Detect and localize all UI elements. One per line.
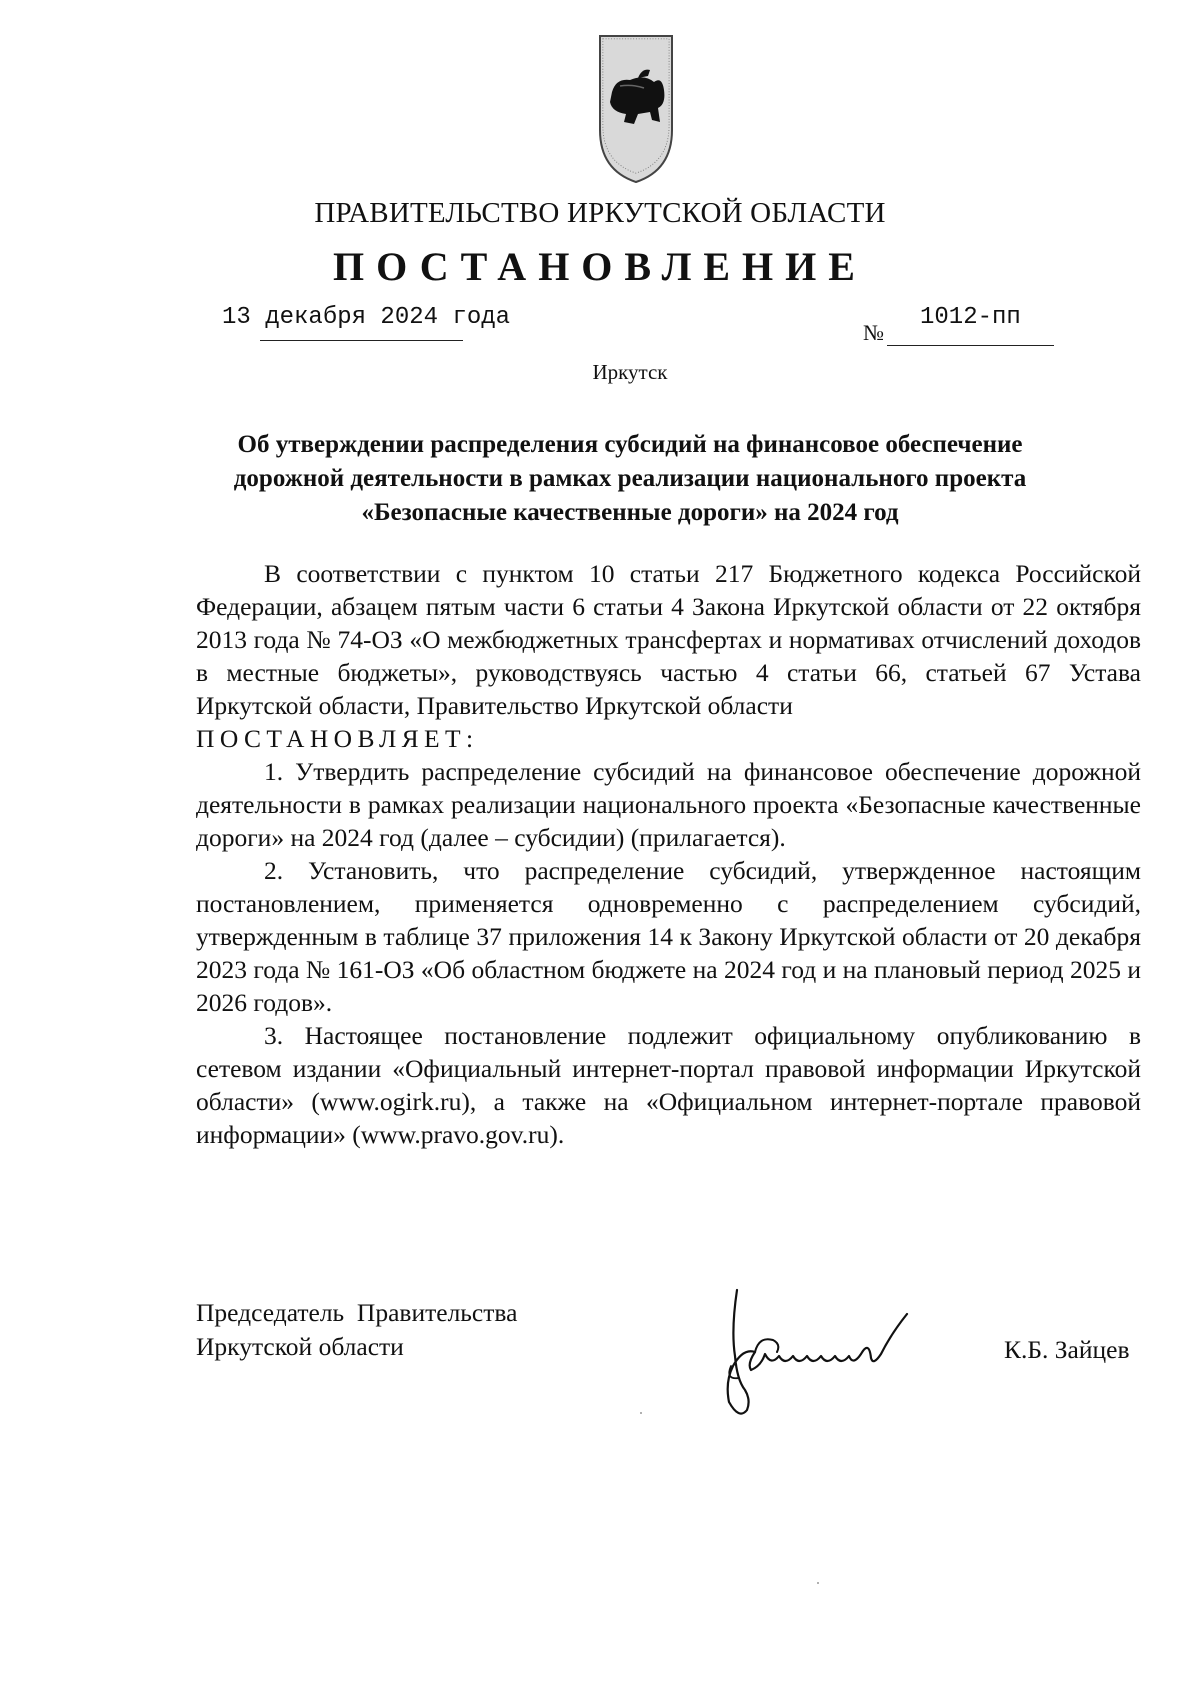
signatory-name: К.Б. Зайцев	[1004, 1335, 1130, 1364]
coat-of-arms-icon	[598, 34, 674, 184]
item-paragraph: 3. Настоящее постановление подлежит официальному опубликованию в сетевом издании «Официальный интернет-портал правовой информации Иркутской области» (www.ogirk.ru), а также на «Официальном интернет-портале правовой информации» (www.pravo.gov.ru).	[196, 1021, 1141, 1149]
position-line: Иркутской области	[196, 1332, 404, 1361]
scan-speck	[640, 1412, 642, 1414]
number-underline	[887, 345, 1054, 346]
preamble-paragraph: В соответствии с пунктом 10 статьи 217 Бюджетного кодекса Российской Федерации, абзацем пятым части 6 статьи 4 Закона Иркутской области от 22 октября 2013 года № 74-ОЗ «О межбюджетных трансфертах и нормативах отчислений доходов в местные бюджеты», руководствуясь частью 4 статьи 66, статьей 67 Устава Иркутской области, Правительство Иркутской области	[196, 559, 1141, 720]
document-title	[180, 428, 1080, 530]
title-line: дорожной деятельности в рамках реализации национального проекта	[233, 465, 1027, 492]
document-body	[196, 557, 1141, 1151]
date-underline	[260, 340, 463, 341]
position-line: Председатель Правительства	[196, 1298, 518, 1327]
item-paragraph: 2. Установить, что распределение субсидий, утвержденное настоящим постановлением, применяется одновременно с распределением субсидий, утвержденным в таблице 37 приложения 14 к Закону Иркутской области от 20 декабря 2023 года № 161-ОЗ «Об областном бюджете на 2024 год и на плановый период 2025 и 2026 годов».	[196, 856, 1141, 1017]
signatory-position	[196, 1296, 517, 1364]
document-date: 13 декабря 2024 года	[222, 304, 511, 331]
city: Иркутск	[592, 360, 668, 384]
document-number: 1012-пп	[920, 304, 1021, 331]
title-line: «Безопасные качественные дороги» на 2024 год	[361, 499, 899, 526]
title-line: Об утверждении распределения субсидий на финансовое обеспечение	[237, 431, 1023, 458]
handwritten-signature-icon	[685, 1270, 955, 1420]
resolves-heading: ПОСТАНОВЛЯЕТ:	[196, 724, 479, 753]
organization-name: ПРАВИТЕЛЬСТВО ИРКУТСКОЙ ОБЛАСТИ	[314, 197, 886, 229]
document-type: ПОСТАНОВЛЕНИЕ	[333, 244, 867, 289]
number-sign: №	[863, 320, 884, 345]
scan-speck	[817, 1582, 819, 1584]
item-paragraph: 1. Утвердить распределение субсидий на финансовое обеспечение дорожной деятельности в рамках реализации национального проекта «Безопасные качественные дороги» на 2024 год (далее – субсидии) (прилагается).	[196, 757, 1141, 852]
